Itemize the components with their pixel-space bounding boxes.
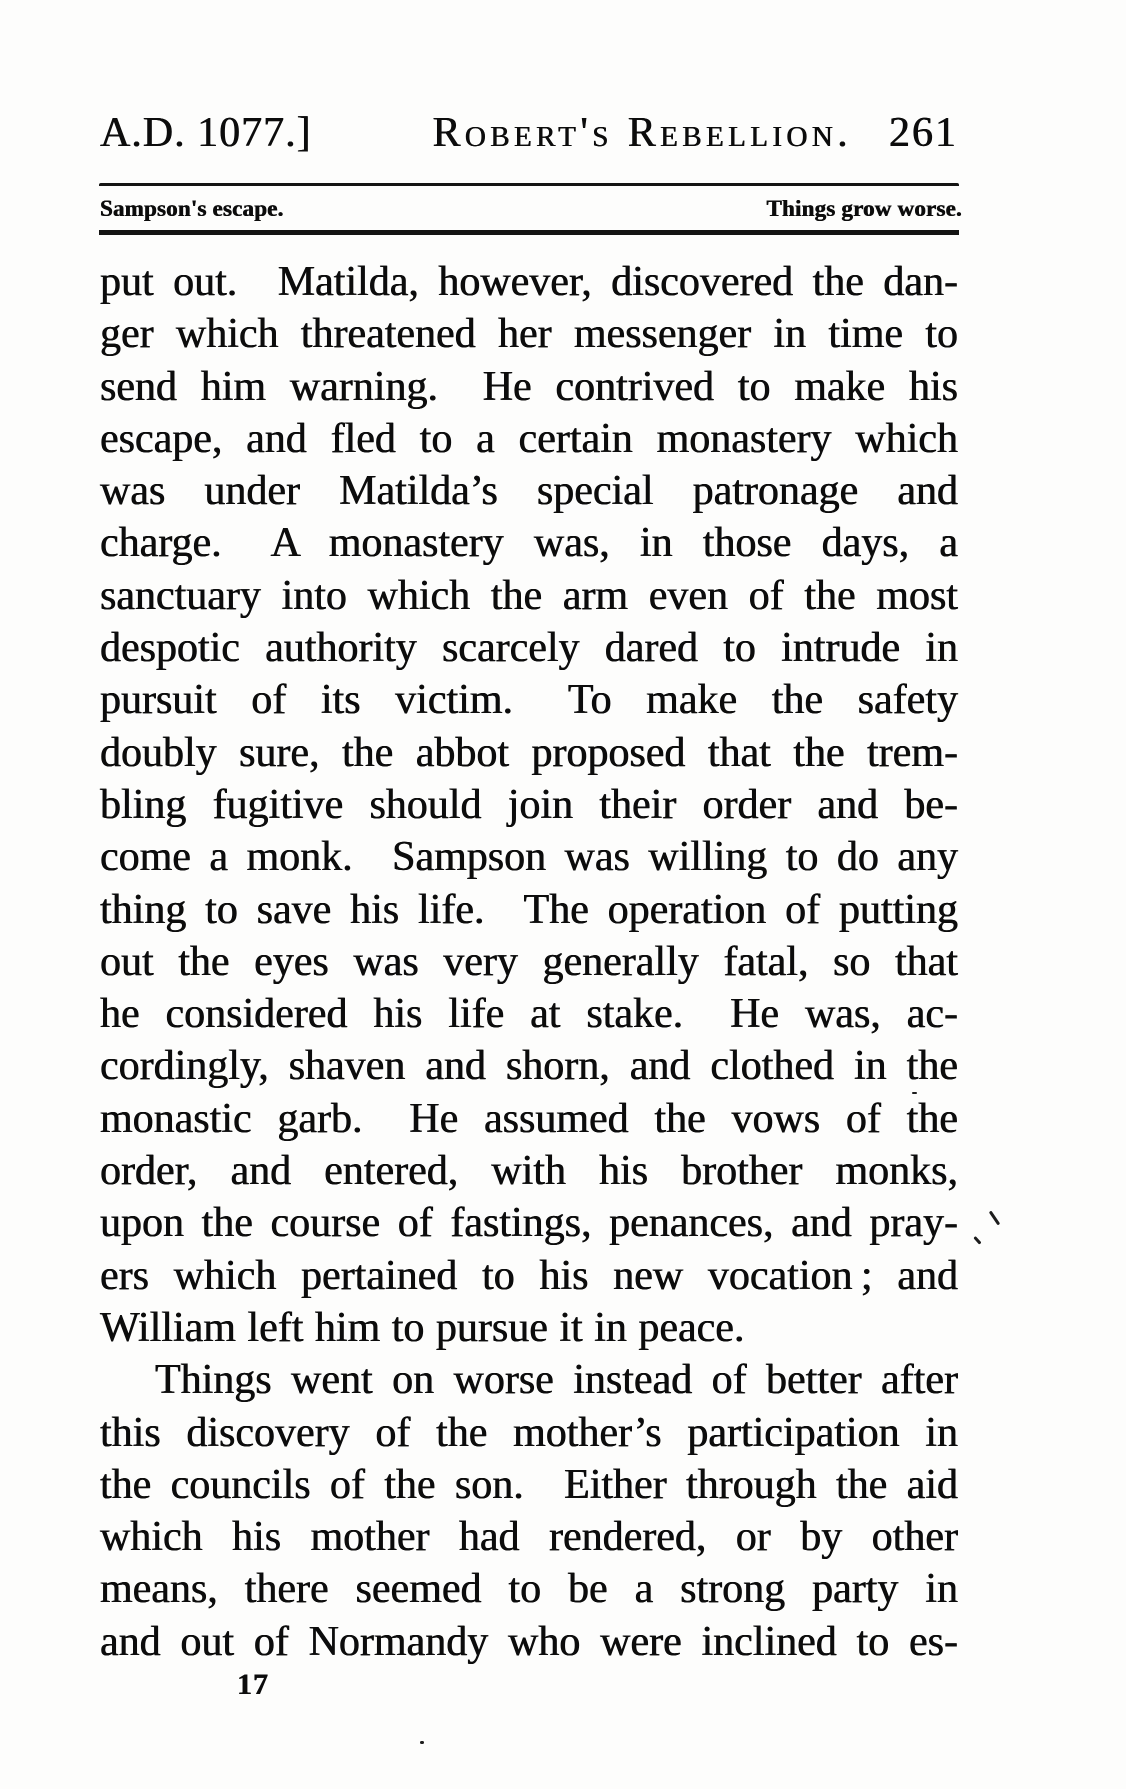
text-line: upon the course of fastings, penances, and pray- xyxy=(100,1200,958,1247)
scan-speck xyxy=(912,1092,917,1094)
text-line: monastic garb. He assumed the vows of the xyxy=(100,1095,958,1142)
text-line: and out of Normandy who were inclined to es- xyxy=(100,1618,958,1665)
running-head-right: Things grow worse. xyxy=(766,196,962,221)
header-chapter-title: Robert's Rebellion. xyxy=(432,110,853,156)
page-header xyxy=(100,110,958,156)
running-heads xyxy=(100,196,962,222)
body-text-block xyxy=(100,256,958,1668)
text-line: pursuit of its victim. To make the safety xyxy=(100,677,958,724)
running-heads-rule xyxy=(99,230,959,235)
text-line: put out. Matilda, however, discovered the dan- xyxy=(100,259,958,305)
text-line: ger which threatened her messenger in time to xyxy=(100,311,958,358)
text-line: come a monk. Sampson was willing to do any xyxy=(100,834,958,881)
scan-speck xyxy=(420,1741,424,1744)
text-line: charge. A monastery was, in those days, a xyxy=(100,520,958,567)
text-line: out the eyes was very generally fatal, so that xyxy=(100,938,958,985)
text-line: was under Matilda’s special patronage and xyxy=(100,468,958,515)
text-line: sanctuary into which the arm even of the most xyxy=(100,572,958,619)
text-line: thing to save his life. The operation of putting xyxy=(100,886,958,933)
header-page-number: 261 xyxy=(888,110,958,156)
text-line: despotic authority scarcely dared to intrude in xyxy=(100,625,958,672)
text-line: cordingly, shaven and shorn, and clothed in the xyxy=(100,1043,958,1090)
running-head-left: Sampson's escape. xyxy=(100,196,284,221)
header-rule xyxy=(99,183,959,186)
text-line: bling fugitive should join their order and be- xyxy=(100,781,958,828)
text-line: escape, and fled to a certain monastery which xyxy=(100,415,958,462)
text-line: he considered his life at stake. He was, ac- xyxy=(100,991,958,1038)
text-line: order, and entered, with his brother monks, xyxy=(100,1148,958,1195)
scan-speck xyxy=(989,1211,1000,1226)
text-line: means, there seemed to be a strong party in xyxy=(100,1566,958,1613)
text-line-paragraph-end: William left him to pursue it in peace. xyxy=(100,1304,745,1351)
text-line: send him warning. He contrived to make his xyxy=(100,363,958,410)
scan-speck xyxy=(973,1236,981,1244)
text-line: which his mother had rendered, or by other xyxy=(100,1514,958,1561)
text-line: ers which pertained to his new vocation ; and xyxy=(100,1252,958,1299)
text-line: this discovery of the mother’s participation in xyxy=(100,1409,958,1456)
header-date-label: A.D. 1077.] xyxy=(100,110,312,156)
text-line: the councils of the son. Either through the aid xyxy=(100,1461,958,1508)
text-line: doubly sure, the abbot proposed that the trem- xyxy=(100,729,958,776)
text-line-paragraph-start: Things went on worse instead of better after xyxy=(155,1357,958,1404)
signature-mark: 17 xyxy=(237,1668,269,1701)
